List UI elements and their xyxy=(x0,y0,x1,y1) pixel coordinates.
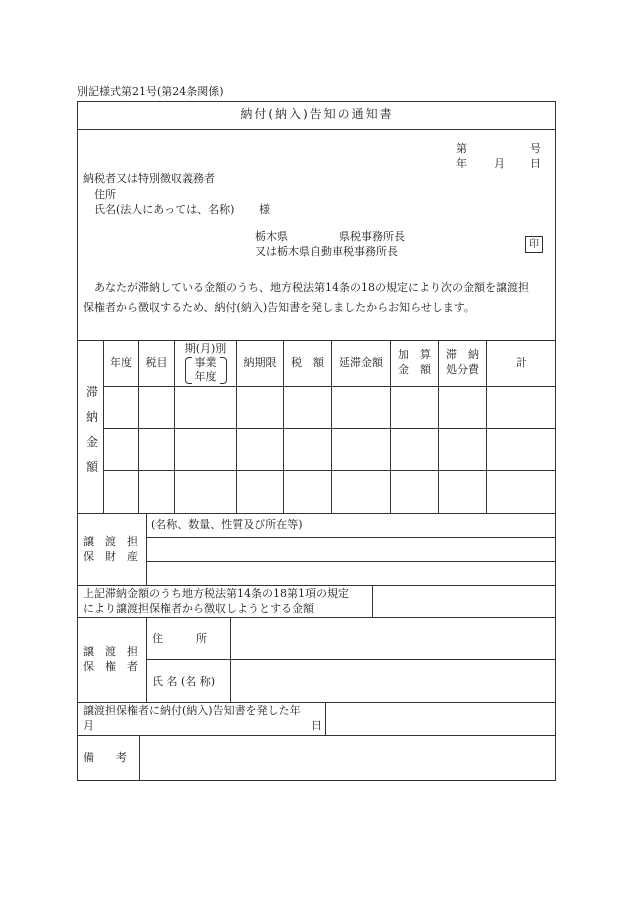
table-header-line xyxy=(103,386,556,387)
header-surcharge-amount: 金 額 xyxy=(398,363,431,376)
header-due-date: 納期限 xyxy=(243,356,277,369)
notice-line-1: あなたが滞納している金額のうち、地方税法第14条の18の規定により次の金額を譲渡担 xyxy=(94,281,529,294)
title-divider xyxy=(77,129,556,130)
form-title: 納付(納入)告知の通知書 xyxy=(240,107,394,121)
header-period: 期(月)別 xyxy=(184,342,227,355)
collateral-bottom-line xyxy=(77,585,556,586)
holder-bottom-line xyxy=(77,702,556,703)
remarks-field[interactable] xyxy=(141,737,554,779)
collateral-label: 譲 渡 担 xyxy=(83,535,138,548)
issuer-pref: 栃木県 xyxy=(255,230,288,243)
address-label: 住所 xyxy=(94,188,116,201)
collateral-label-2: 保 財 産 xyxy=(83,550,138,563)
remarks-divider xyxy=(139,735,140,781)
header-disposal-cost: 処分費 xyxy=(446,363,479,376)
issue-date-bottom-line xyxy=(77,735,556,736)
side-label-char: 滞 xyxy=(86,385,99,399)
amount-text-2: により譲渡担保権者から徴収しようとする金額 xyxy=(83,602,314,615)
addressee-type: 納税者又は特別徴収義務者 xyxy=(83,172,215,185)
issue-date-text: 譲渡担保権者に納付(納入)告知書を発した年 xyxy=(83,704,301,717)
header-delinquency: 滞 納 xyxy=(446,348,479,361)
holder-address-label: 住 所 xyxy=(152,632,207,645)
header-tax-amount: 税 額 xyxy=(291,356,324,369)
header-period-business: 事業 xyxy=(194,356,217,369)
header-late-fee: 延滞金額 xyxy=(339,356,383,369)
bracket-left xyxy=(185,357,192,384)
name-label: 氏名(法人にあっては、名称) xyxy=(94,203,235,216)
header-period-year: 年度 xyxy=(194,370,217,383)
number-label: 第 xyxy=(456,142,467,155)
amount-divider xyxy=(372,585,373,617)
seal-box: 印 xyxy=(525,236,543,253)
honorific: 様 xyxy=(259,203,270,216)
holder-name-label: 氏 名 (名 称) xyxy=(152,675,216,688)
side-label-char: 額 xyxy=(86,460,99,474)
issue-date-month: 月 xyxy=(83,719,94,732)
month-label: 月 xyxy=(494,157,505,170)
form-id: 別記様式第21号(第24条関係) xyxy=(77,85,224,98)
holder-label: 譲 渡 担 xyxy=(83,645,138,658)
day-label: 日 xyxy=(530,157,541,170)
issue-date-day: 日 xyxy=(311,719,322,732)
collateral-note: (名称、数量、性質及び所在等) xyxy=(151,518,303,531)
amount-bottom-line xyxy=(77,617,556,618)
table-row-line xyxy=(103,470,556,471)
header-total: 計 xyxy=(516,356,527,369)
side-label-char: 金 xyxy=(86,435,99,449)
collateral-divider xyxy=(146,513,147,585)
bracket-right xyxy=(220,357,227,384)
header-surcharge: 加 算 xyxy=(398,348,431,361)
table-bottom-line xyxy=(77,513,556,514)
side-label-char: 納 xyxy=(86,410,99,424)
holder-label-2: 保 権 者 xyxy=(83,660,138,673)
header-tax-item: 税目 xyxy=(145,356,168,369)
issuer-office-alt: 又は栃木県自動車税事務所長 xyxy=(255,245,398,258)
table-row-line xyxy=(103,428,556,429)
table-top-line xyxy=(77,340,556,341)
holder-mid-line xyxy=(146,659,556,660)
remarks-label: 備 考 xyxy=(83,751,127,764)
header-year: 年度 xyxy=(110,356,132,369)
year-label: 年 xyxy=(456,157,467,170)
notice-line-2: 保権者から徴収するため、納付(納入)告知書を発しましたからお知らせします。 xyxy=(83,301,475,314)
amount-text-1: 上記滞納金額のうち地方税法第14条の18第1項の規定 xyxy=(83,587,349,600)
number-suffix: 号 xyxy=(530,142,541,155)
collateral-line xyxy=(146,561,556,562)
issue-date-divider xyxy=(325,702,326,735)
issuer-office: 県税事務所長 xyxy=(339,230,405,243)
collateral-line xyxy=(146,537,556,538)
